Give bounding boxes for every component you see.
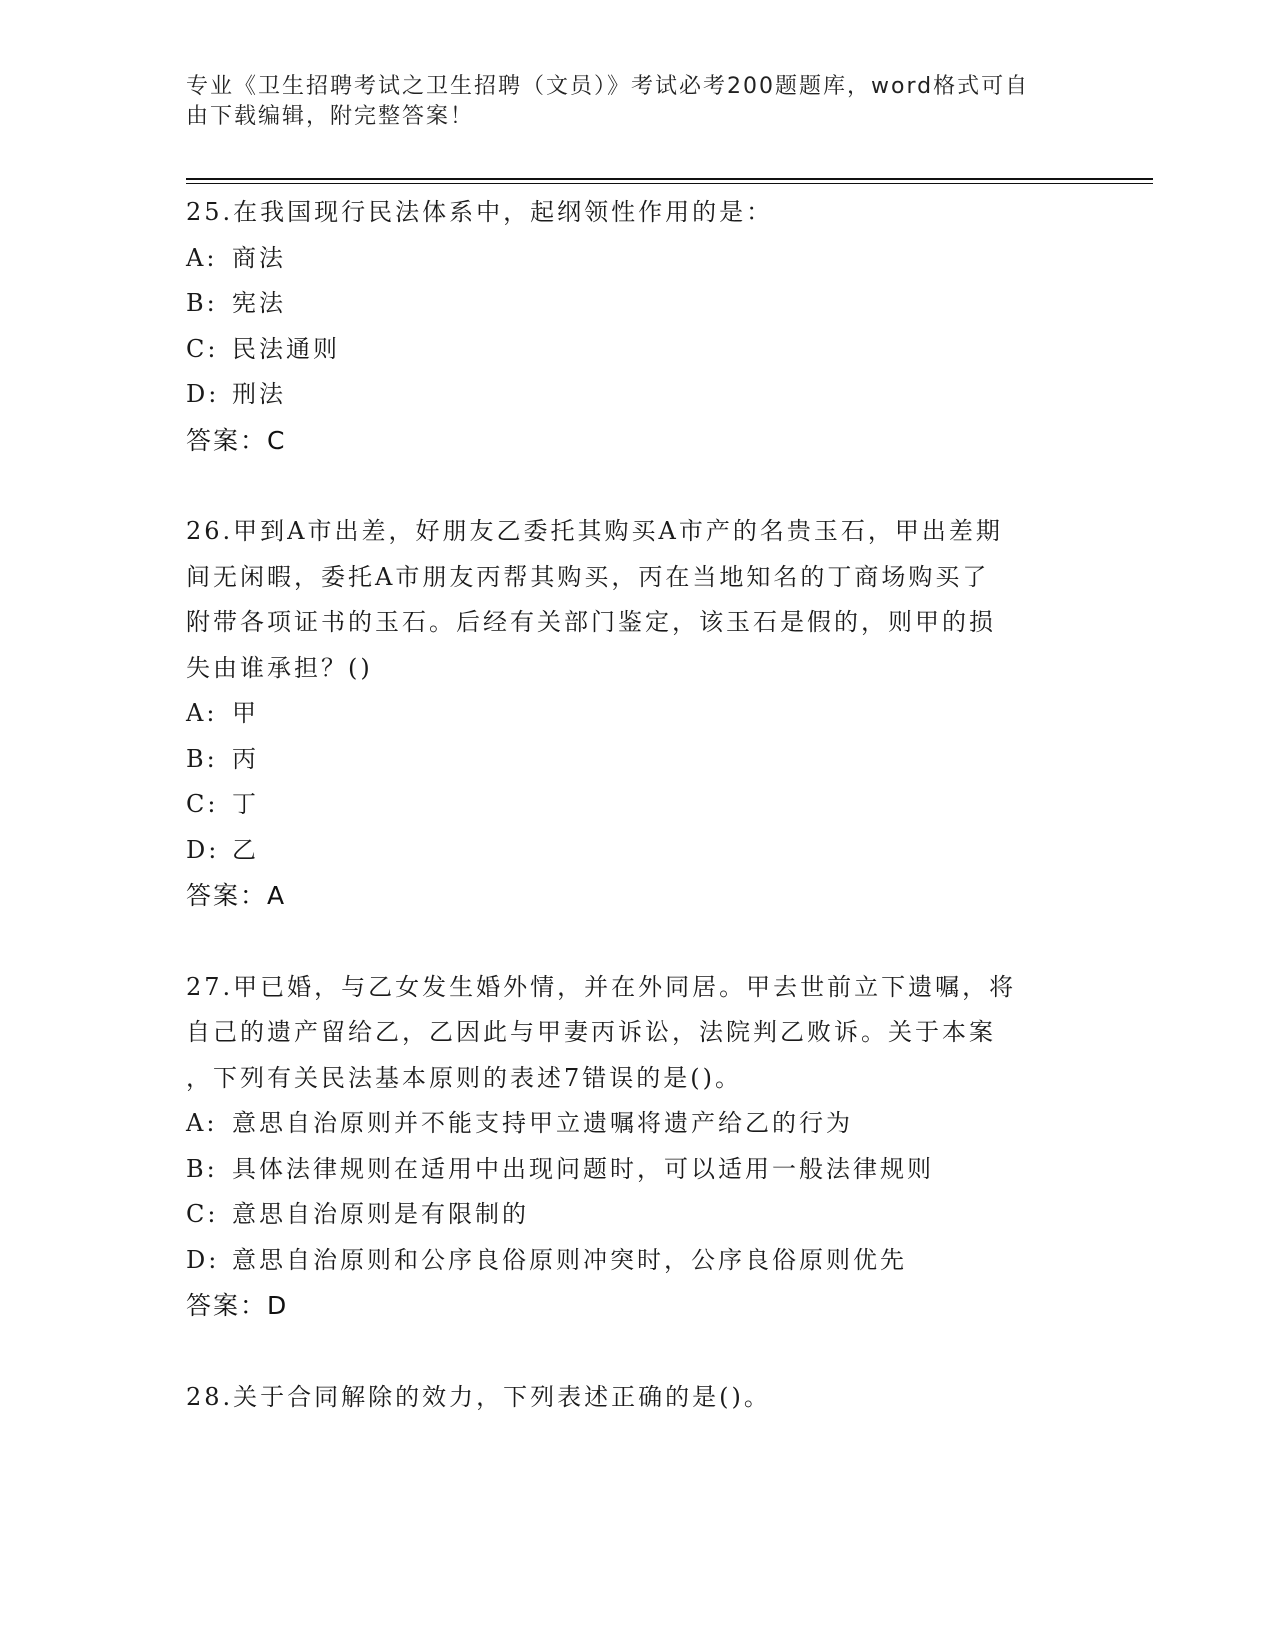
option-key: A:: [186, 243, 218, 272]
option-key: B:: [186, 1154, 218, 1183]
question-spacer: [186, 919, 1086, 965]
option-key: D:: [186, 835, 220, 864]
option-text: 民法通则: [232, 334, 340, 363]
question-stem-line: 27.甲已婚，与乙女发生婚外情，并在外同居。甲去世前立下遗嘱，将: [186, 972, 1017, 1001]
header-line-2: 由下载编辑，附完整答案！: [186, 104, 475, 129]
header-rule-thin: [186, 183, 1153, 184]
option-key: D:: [186, 380, 220, 408]
option-b: [186, 1147, 1086, 1193]
question-spacer: [186, 1329, 1086, 1375]
option-text: 具体法律规则在适用中出现问题时，可以适用一般法律规则: [232, 1154, 934, 1183]
option-c: [186, 782, 1086, 828]
question-stem-line: 自己的遗产留给乙，乙因此与甲妻丙诉讼，法院判乙败诉。关于本案: [186, 1018, 996, 1046]
question-list: [186, 190, 1086, 1420]
option-d: [186, 372, 1086, 418]
option-text: 意思自治原则和公序良俗原则冲突时，公序良俗原则优先: [232, 1245, 907, 1274]
option-b: [186, 737, 1086, 783]
question-27: [186, 965, 1086, 1329]
option-d: [186, 828, 1086, 874]
option-text: 丙: [232, 744, 259, 773]
header-rule-thick: [186, 178, 1153, 180]
option-key: A:: [186, 1109, 218, 1137]
question-25: [186, 190, 1086, 463]
option-text: 乙: [232, 835, 259, 864]
document-header: [186, 72, 1086, 132]
question-stem-line: 间无闲暇，委托A市朋友丙帮其购买，丙在当地知名的丁商场购买了: [186, 562, 990, 591]
option-key: A:: [186, 699, 218, 727]
option-text: 甲: [232, 699, 259, 727]
option-c: [186, 327, 1086, 373]
option-text: 商法: [232, 243, 286, 272]
question-stem-line: 失由谁承担？(): [186, 653, 373, 682]
option-c: [186, 1192, 1086, 1238]
option-a: [186, 1101, 1086, 1147]
question-stem-line: 26.甲到A市出差，好朋友乙委托其购买A市产的名贵玉石，甲出差期: [186, 517, 1003, 545]
option-b: [186, 281, 1086, 327]
option-d: [186, 1238, 1086, 1284]
question-stem-line: 25.在我国现行民法体系中，起纲领性作用的是：: [186, 198, 774, 226]
option-text: 丁: [232, 790, 259, 818]
option-a: [186, 691, 1086, 737]
question-26: [186, 509, 1086, 919]
option-key: B:: [186, 744, 218, 773]
question-stem-line: ，下列有关民法基本原则的表述7错误的是()。: [186, 1063, 742, 1092]
answer-line: 答案：D: [186, 1291, 289, 1320]
option-key: C:: [186, 334, 219, 363]
option-key: D:: [186, 1245, 220, 1274]
option-text: 意思自治原则是有限制的: [232, 1200, 529, 1228]
option-key: C:: [186, 790, 219, 818]
option-text: 宪法: [232, 289, 286, 317]
question-28: [186, 1375, 1086, 1421]
option-a: [186, 236, 1086, 282]
header-line-1: 专业《卫生招聘考试之卫生招聘（文员）》考试必考200题题库，word格式可自: [186, 74, 1030, 99]
question-spacer: [186, 463, 1086, 509]
option-text: 意思自治原则并不能支持甲立遗嘱将遗产给乙的行为: [232, 1109, 853, 1137]
answer-line: 答案：C: [186, 425, 287, 455]
option-key: C:: [186, 1200, 219, 1228]
question-stem-line: 附带各项证书的玉石。后经有关部门鉴定，该玉石是假的，则甲的损: [186, 608, 996, 636]
answer-line: 答案：A: [186, 881, 287, 910]
question-stem-line: 28.关于合同解除的效力，下列表述正确的是()。: [186, 1382, 771, 1411]
option-key: B:: [186, 289, 218, 317]
option-text: 刑法: [232, 380, 286, 408]
